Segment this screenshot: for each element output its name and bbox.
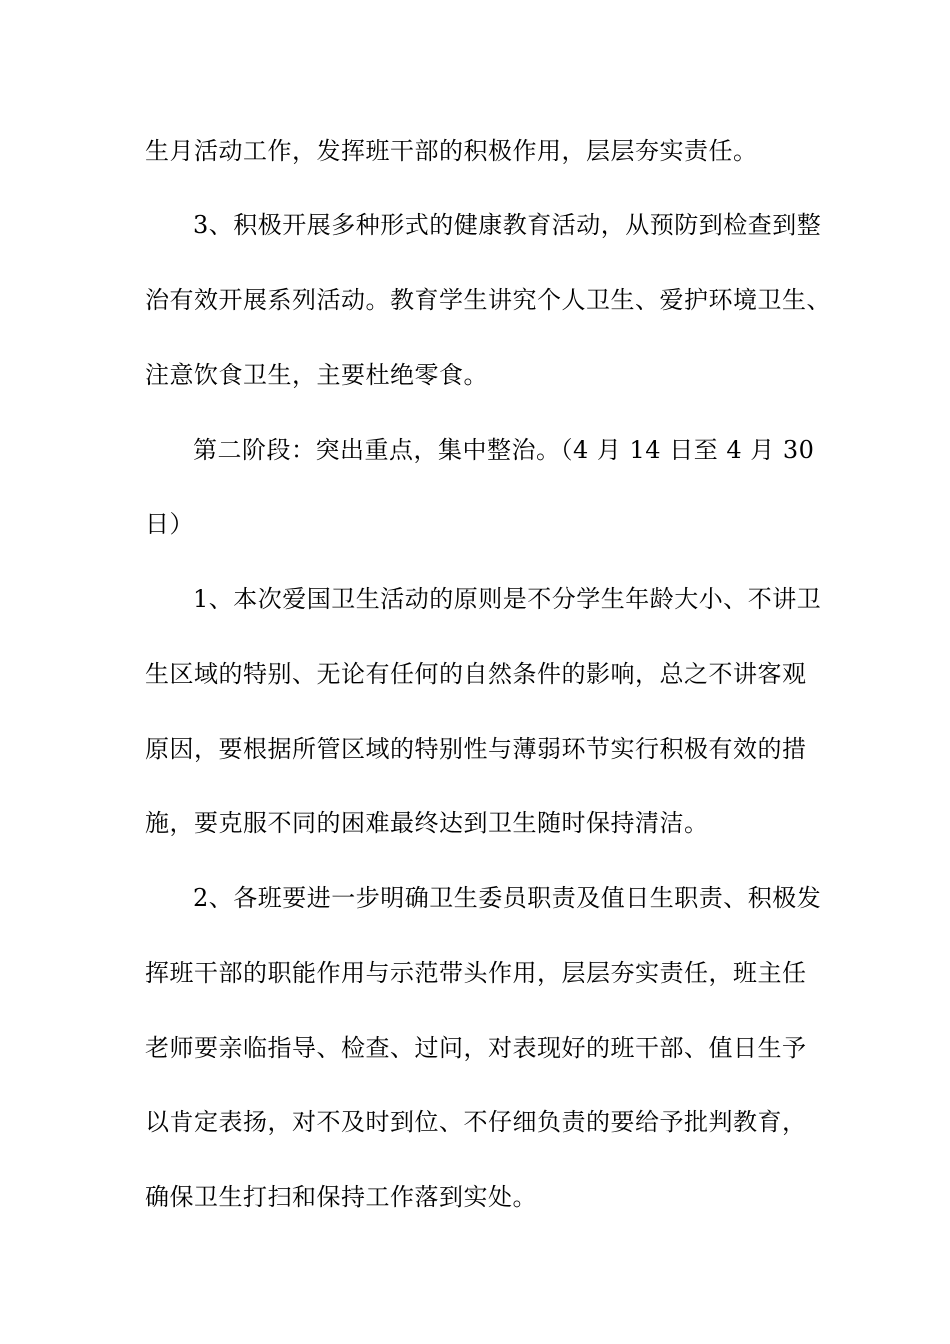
text-line: 2、各班要进一步明确卫生委员职责及值日生职责、积极发 xyxy=(193,884,822,912)
text-line: 治有效开展系列活动。教育学生讲究个人卫生、爱护环境卫生、 xyxy=(145,286,831,314)
text-line: 老师要亲临指导、检查、过问，对表现好的班干部、值日生予 xyxy=(145,1034,807,1062)
text-line: 1、本次爱国卫生活动的原则是不分学生年龄大小、不讲卫 xyxy=(193,585,822,613)
text-line: 以肯定表扬，对不及时到位、不仔细负责的要给予批判教育， xyxy=(145,1108,807,1136)
text-line: 原因，要根据所管区域的特别性与薄弱环节实行积极有效的措 xyxy=(145,735,807,763)
text-line: 日） xyxy=(145,510,194,538)
text-line: 生区域的特别、无论有任何的自然条件的影响，总之不讲客观 xyxy=(145,660,807,688)
text-line: 确保卫生打扫和保持工作落到实处。 xyxy=(145,1183,537,1211)
text-line: 3、积极开展多种形式的健康教育活动，从预防到检查到整 xyxy=(193,211,822,239)
text-line: 第二阶段：突出重点，集中整治。（4 月 14 日至 4 月 30 xyxy=(193,436,815,464)
text-line: 生月活动工作，发挥班干部的积极作用，层层夯实责任。 xyxy=(145,137,758,165)
text-line: 挥班干部的职能作用与示范带头作用，层层夯实责任，班主任 xyxy=(145,959,807,987)
text-line: 注意饮食卫生，主要杜绝零食。 xyxy=(145,361,488,389)
text-line: 施，要克服不同的困难最终达到卫生随时保持清洁。 xyxy=(145,809,709,837)
